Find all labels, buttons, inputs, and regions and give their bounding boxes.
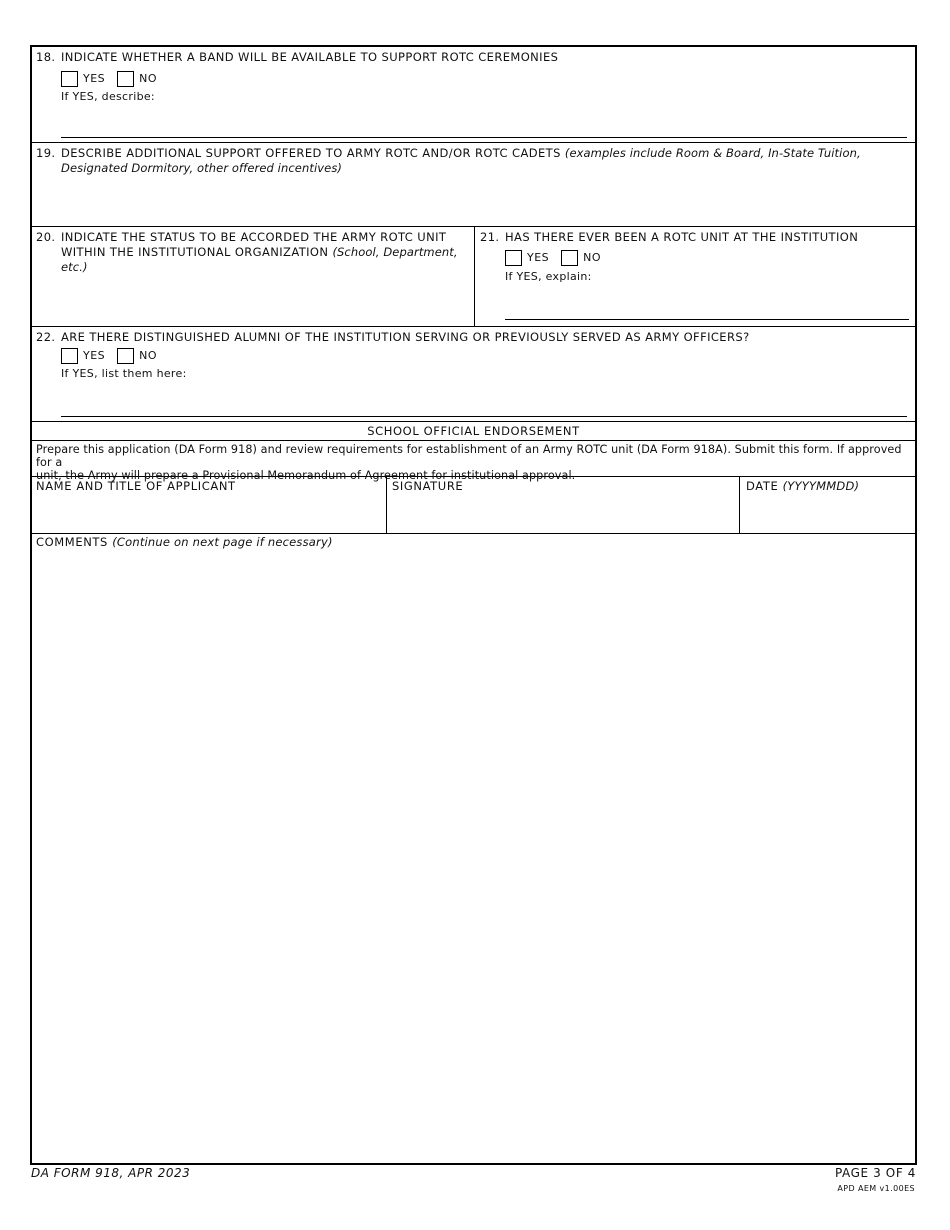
applicant-name-field[interactable]: [34, 494, 384, 532]
signature-date-divider: [739, 477, 740, 533]
question-19-label: 19. DESCRIBE ADDITIONAL SUPPORT OFFERED TO ARMY ROTC AND/OR ROTC CADETS (examples include Room & Board, In-State Tuition, Designated Dormitory, other offered incentives): [36, 146, 861, 175]
q21-explain-field[interactable]: [505, 285, 909, 319]
q20-q21-divider: [474, 227, 475, 326]
q22-list-field[interactable]: [61, 382, 907, 416]
q18-describe-field[interactable]: [61, 105, 907, 137]
q18-no-label: NO: [139, 72, 158, 85]
q21-yes-label: YES: [527, 251, 550, 264]
question-20-21-section: [32, 227, 915, 327]
q21-no-checkbox[interactable]: [561, 250, 578, 266]
comments-field[interactable]: [34, 552, 913, 1160]
page-number: PAGE 3 OF 4: [834, 1166, 916, 1180]
endorsement-instructions: [32, 441, 915, 482]
q22-answer-line: [61, 416, 907, 417]
version-label: APD AEM v1.00ES: [837, 1184, 915, 1193]
q22-no-label: NO: [139, 349, 158, 362]
q20-answer-field[interactable]: [36, 263, 470, 323]
question-21-label: 21. HAS THERE EVER BEEN A ROTC UNIT AT THE INSTITUTION: [480, 230, 859, 244]
name-signature-divider: [386, 477, 387, 533]
date-label: DATE (YYYYMMDD): [746, 479, 860, 493]
q22-yes-label: YES: [83, 349, 106, 362]
question-19-section: [32, 143, 915, 227]
signature-block: [32, 477, 915, 534]
q18-answer-line: [61, 137, 907, 138]
q19-answer-field[interactable]: [61, 179, 911, 223]
signature-field[interactable]: [388, 494, 737, 532]
q22-followup-label: If YES, list them here:: [61, 367, 187, 380]
endorsement-header: [32, 422, 915, 441]
question-22-section: [32, 327, 915, 422]
comments-section: [32, 534, 915, 1163]
q22-no-checkbox[interactable]: [117, 348, 134, 364]
comments-label: COMMENTS (Continue on next page if necessary): [36, 535, 333, 549]
q21-yes-checkbox[interactable]: [505, 250, 522, 266]
date-field[interactable]: [741, 494, 913, 532]
endorsement-instructions-text: Prepare this application (DA Form 918) and review requirements for establishment of an Army ROTC unit (DA Form 918A). Submit this form. If approved for a unit, the Army will prepare a Provisional Memorandum of Agreement for institutional approval.: [36, 443, 902, 482]
question-22-label: 22. ARE THERE DISTINGUISHED ALUMNI OF THE INSTITUTION SERVING OR PREVIOUSLY SERVED AS ARMY OFFICERS?: [36, 330, 750, 344]
form-identifier: DA FORM 918, APR 2023: [31, 1166, 191, 1180]
q22-yes-checkbox[interactable]: [61, 348, 78, 364]
q18-followup-label: If YES, describe:: [61, 90, 155, 103]
q21-answer-line: [505, 319, 909, 320]
applicant-name-label: NAME AND TITLE OF APPLICANT: [36, 479, 236, 493]
q18-yes-label: YES: [83, 72, 106, 85]
q18-no-checkbox[interactable]: [117, 71, 134, 87]
question-18-section: [32, 47, 915, 143]
question-18-label: 18. INDICATE WHETHER A BAND WILL BE AVAILABLE TO SUPPORT ROTC CEREMONIES: [36, 50, 559, 64]
question-18-options: [61, 70, 169, 87]
question-21-options: [505, 249, 613, 266]
q18-yes-checkbox[interactable]: [61, 71, 78, 87]
signature-label: SIGNATURE: [392, 479, 464, 493]
question-22-options: [61, 347, 169, 364]
form-page: [30, 45, 917, 1165]
q21-followup-label: If YES, explain:: [505, 270, 592, 283]
q21-no-label: NO: [583, 251, 602, 264]
endorsement-title: SCHOOL OFFICIAL ENDORSEMENT: [367, 424, 580, 438]
question-20-label: 20. INDICATE THE STATUS TO BE ACCORDED THE ARMY ROTC UNIT WITHIN THE INSTITUTIONAL ORGANIZATION (School, Department, etc.): [36, 230, 458, 274]
